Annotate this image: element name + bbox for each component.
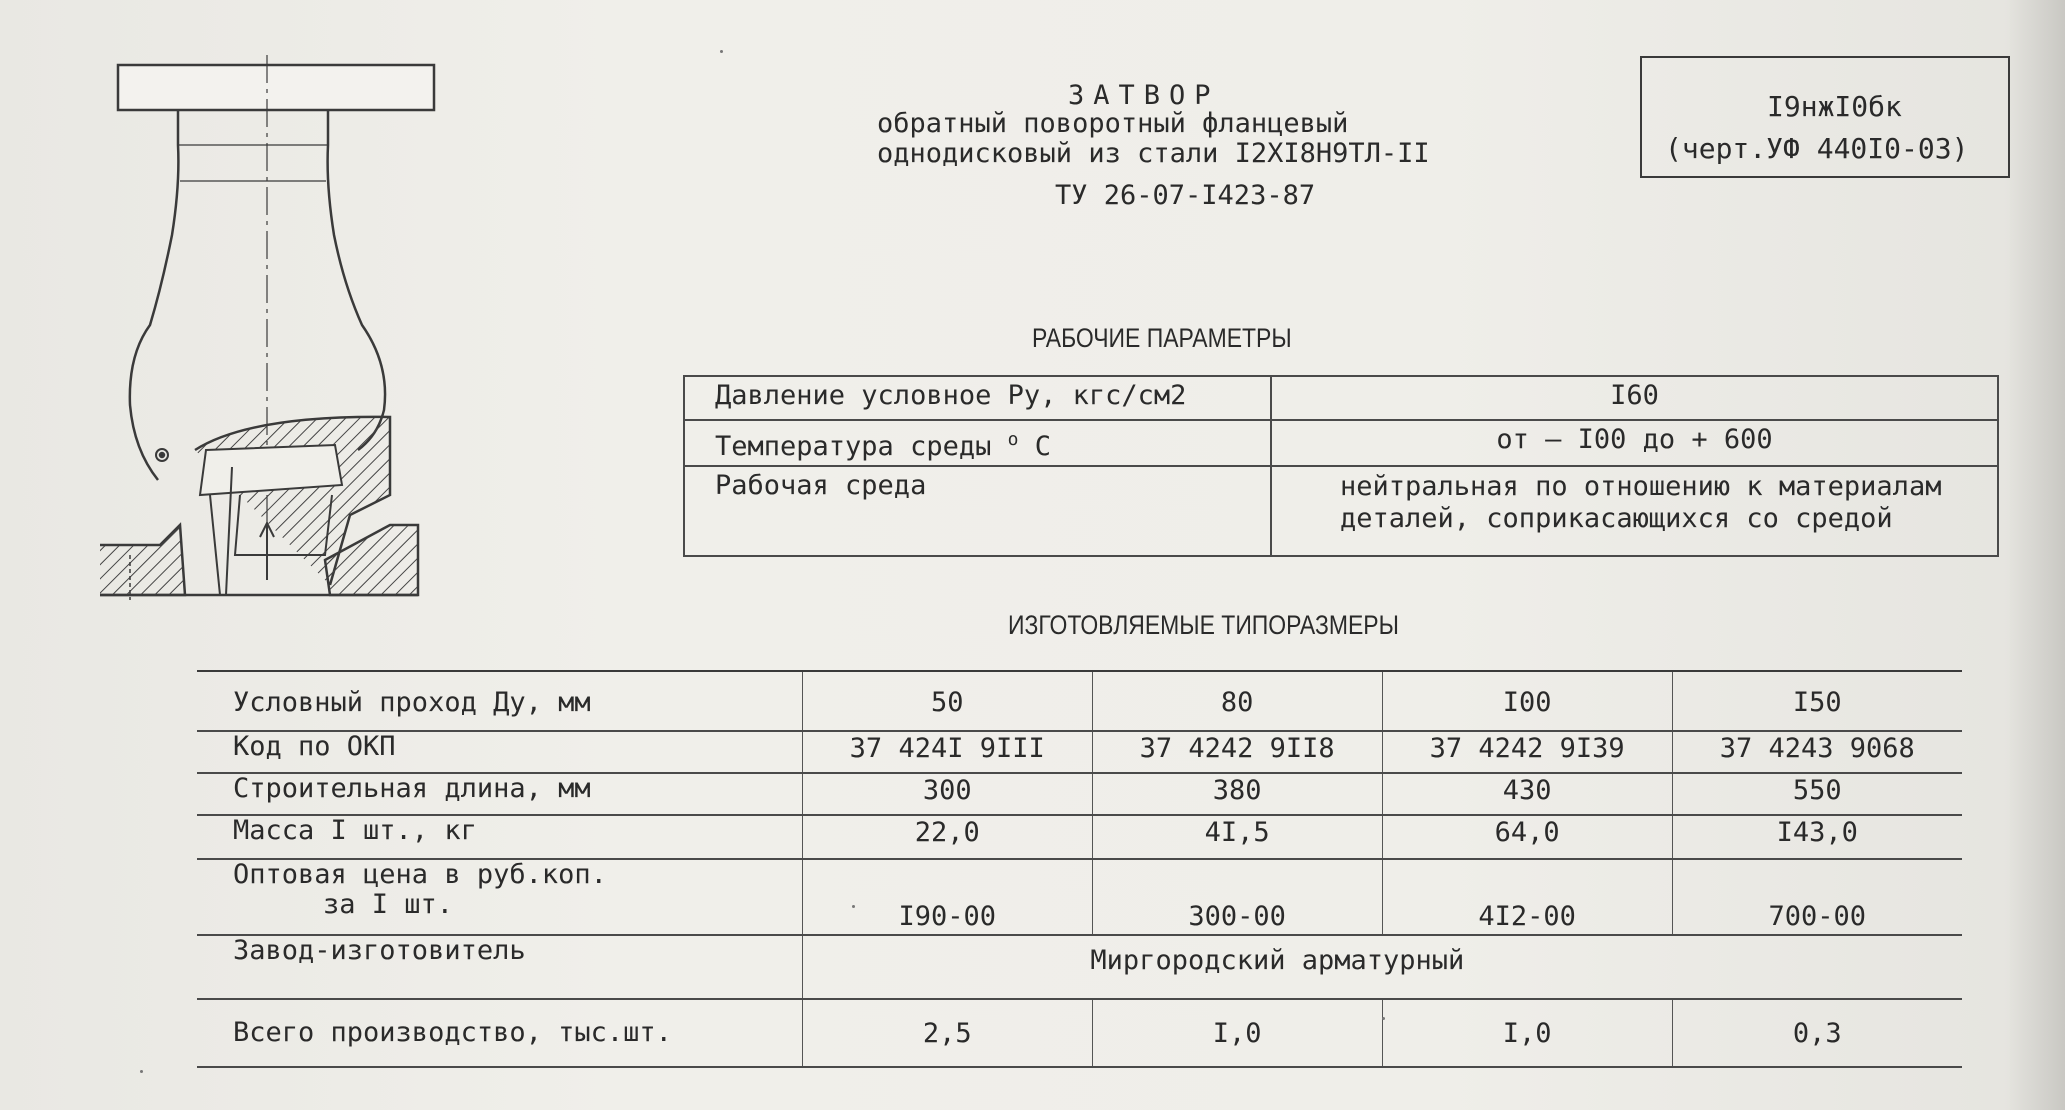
valve-neck — [130, 110, 179, 480]
table-row — [197, 859, 1962, 935]
param-value-cell — [1271, 466, 1998, 556]
sizes-table — [197, 670, 1962, 1068]
cell-value: 300-00 — [1092, 859, 1382, 935]
cell-value: I,0 — [1092, 999, 1382, 1067]
table-row — [197, 731, 1962, 773]
cell-value: 380 — [1092, 773, 1382, 815]
param-label: Давление условное Ру, кгс/см2 — [684, 376, 1271, 420]
cell-value: 37 4242 9I39 — [1382, 731, 1672, 773]
scan-speck — [140, 1070, 143, 1073]
row-label-line-2: за I шт. — [323, 889, 454, 920]
cell-value: 550 — [1672, 773, 1962, 815]
table-row — [197, 671, 1962, 731]
row-label: Оптовая цена в руб.коп. — [233, 859, 607, 890]
param-value-line: деталей, соприкасающихся со средой — [1340, 503, 1893, 534]
cell-value: 300 — [802, 773, 1092, 815]
cell-value: 50 — [802, 671, 1092, 731]
scan-speck — [1382, 1017, 1385, 1020]
cell-value: 0,3 — [1672, 999, 1962, 1067]
table-row — [197, 999, 1962, 1067]
cell-value: I43,0 — [1672, 815, 1962, 859]
valve-drawing — [100, 55, 440, 600]
param-value-line: нейтральная по отношению к материалам — [1340, 471, 1942, 502]
row-label: Код по ОКП — [197, 731, 802, 773]
cell-value: 37 4242 9II8 — [1092, 731, 1382, 773]
cell-value: 700-00 — [1672, 859, 1962, 935]
title-line-1: обратный поворотный фланцевый — [877, 108, 1349, 139]
param-label: Рабочая среда — [684, 466, 1271, 556]
cell-value: 37 4243 9068 — [1672, 731, 1962, 773]
table-row — [684, 420, 1998, 466]
table-row — [197, 773, 1962, 815]
manufacturer: Миргородский арматурный — [802, 935, 1962, 999]
params-table — [683, 375, 1999, 557]
param-label-cell — [684, 420, 1271, 466]
scan-speck — [852, 905, 855, 908]
cell-value: I00 — [1382, 671, 1672, 731]
params-heading: РАБОЧИЕ ПАРАМЕТРЫ — [1032, 323, 1292, 353]
page-edge-shadow — [2010, 0, 2065, 1110]
sizes-heading: ИЗГОТОВЛЯЕМЫЕ ТИПОРАЗМЕРЫ — [1008, 610, 1399, 640]
table-row — [197, 815, 1962, 859]
cell-value: 4I,5 — [1092, 815, 1382, 859]
cell-value: 64,0 — [1382, 815, 1672, 859]
param-value: от – I00 до + 600 — [1271, 420, 1998, 466]
param-unit: C — [1034, 431, 1051, 462]
standard-number: ТУ 26-07-I423-87 — [1055, 180, 1316, 211]
row-label: Строительная длина, мм — [197, 773, 802, 815]
param-value: I60 — [1271, 376, 1998, 420]
document-title: ЗАТВОР — [1068, 80, 1220, 111]
row-label: Масса I шт., кг — [197, 815, 802, 859]
cell-value: 2,5 — [802, 999, 1092, 1067]
degree-sign: o — [1007, 429, 1019, 450]
bottom-flange — [100, 525, 185, 595]
cell-value: 4I2-00 — [1382, 859, 1672, 935]
drawing-reference: (черт.УФ 440I0-03) — [1665, 132, 1969, 165]
param-label: Температура среды — [715, 431, 992, 462]
table-row — [684, 376, 1998, 420]
cell-value: I90-00 — [802, 859, 1092, 935]
cell-value: 430 — [1382, 773, 1672, 815]
scan-speck — [720, 50, 723, 53]
row-label-cell — [197, 859, 802, 935]
cell-value: I,0 — [1382, 999, 1672, 1067]
cell-value: 37 424I 9III — [802, 731, 1092, 773]
cell-value: 22,0 — [802, 815, 1092, 859]
cell-value: I50 — [1672, 671, 1962, 731]
top-flange — [118, 65, 434, 110]
row-label: Всего производство, тыс.шт. — [197, 999, 802, 1067]
table-row — [197, 935, 1962, 999]
title-line-2: однодисковый из стали I2XI8H9TЛ-II — [877, 138, 1430, 169]
product-code: I9нжI0бк — [1767, 90, 1902, 123]
table-row — [684, 466, 1998, 556]
row-label: Условный проход Ду, мм — [197, 671, 802, 731]
row-label: Завод-изготовитель — [197, 935, 802, 999]
cell-value: 80 — [1092, 671, 1382, 731]
